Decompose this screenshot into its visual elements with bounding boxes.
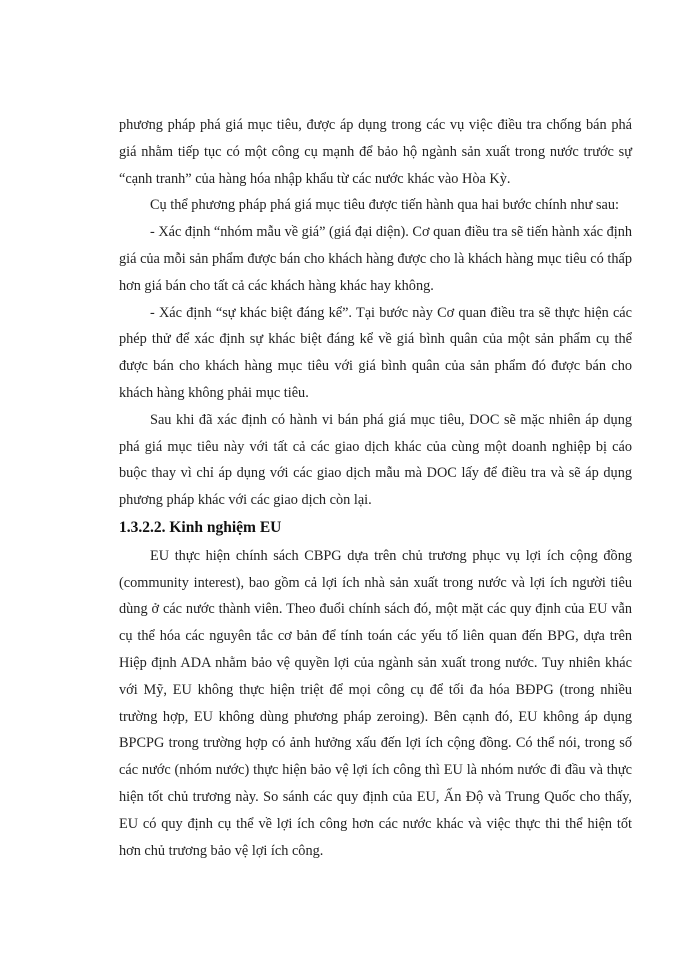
paragraph-step-one: - Xác định “nhóm mẫu về giá” (giá đại diện). Cơ quan điều tra sẽ tiến hành xác định giá của mỗi sản phẩm được bán cho khách hàng được cho là khách hàng mục tiêu có thấp hơn giá bán cho tất cả các khách hàng khác hay không. [119, 224, 632, 294]
paragraph-doc-application: Sau khi đã xác định có hành vi bán phá giá mục tiêu, DOC sẽ mặc nhiên áp dụng phá giá mục tiêu này với tất cả các giao dịch khác của cùng một doanh nghiệp bị cáo buộc thay vì chỉ áp dụng với các giao dịch mẫu mà DOC lấy để điều tra và sẽ áp dụng phương pháp khác với các giao dịch còn lại. [119, 411, 632, 509]
document-page [119, 112, 632, 864]
paragraph-step-two: - Xác định “sự khác biệt đáng kể”. Tại bước này Cơ quan điều tra sẽ thực hiện các phép thử để xác định sự khác biệt đáng kể về giá bình quân của một sản phẩm cụ thể được bán cho khách hàng mục tiêu với giá bình quân của sản phẩm đó được bán cho khách hàng không phải mục tiêu. [119, 304, 632, 401]
section-heading: 1.3.2.2. Kinh nghiệm EU [119, 518, 282, 536]
paragraph-method-intro: Cụ thể phương pháp phá giá mục tiêu được tiến hành qua hai bước chính như sau: [150, 197, 619, 214]
paragraph-eu-experience: EU thực hiện chính sách CBPG dựa trên chủ trương phục vụ lợi ích cộng đồng (community interest), bao gồm cả lợi ích nhà sản xuất trong nước và lợi ích người tiêu dùng ở các nước thành viên. Theo đuổi chính sách đó, một mặt các quy định của EU vẫn cụ thể hóa các nguyên tắc cơ bản để tính toán các yếu tố liên quan đến BPG, dựa trên Hiệp định ADA nhằm bảo vệ quyền lợi của ngành sản xuất trong nước. Tuy nhiên khác với Mỹ, EU không thực hiện triệt để mọi công cụ để tối đa hóa BĐPG (trong nhiều trường hợp, EU không dùng phương pháp zeroing). Bên cạnh đó, EU không áp dụng BPCPG trong trường hợp có ảnh hưởng xấu đến lợi ích cộng đồng. Có thể nói, trong số các nước (nhóm nước) thực hiện bảo vệ lợi ích công thì EU là nhóm nước đi đầu và thực hiện tốt chủ trương này. So sánh các quy định của EU, Ấn Độ và Trung Quốc cho thấy, EU có quy định cụ thể về lợi ích công hơn các nước khác và việc thực thi thể hiện tốt hơn chủ trương bảo vệ lợi ích công. [119, 547, 632, 859]
paragraph-continuation: phương pháp phá giá mục tiêu, được áp dụng trong các vụ việc điều tra chống bán phá giá nhằm tiếp tục có một công cụ mạnh để bảo hộ ngành sản xuất trong nước trước sự “cạnh tranh” của hàng hóa nhập khẩu từ các nước khác vào Hòa Kỳ. [119, 117, 632, 187]
